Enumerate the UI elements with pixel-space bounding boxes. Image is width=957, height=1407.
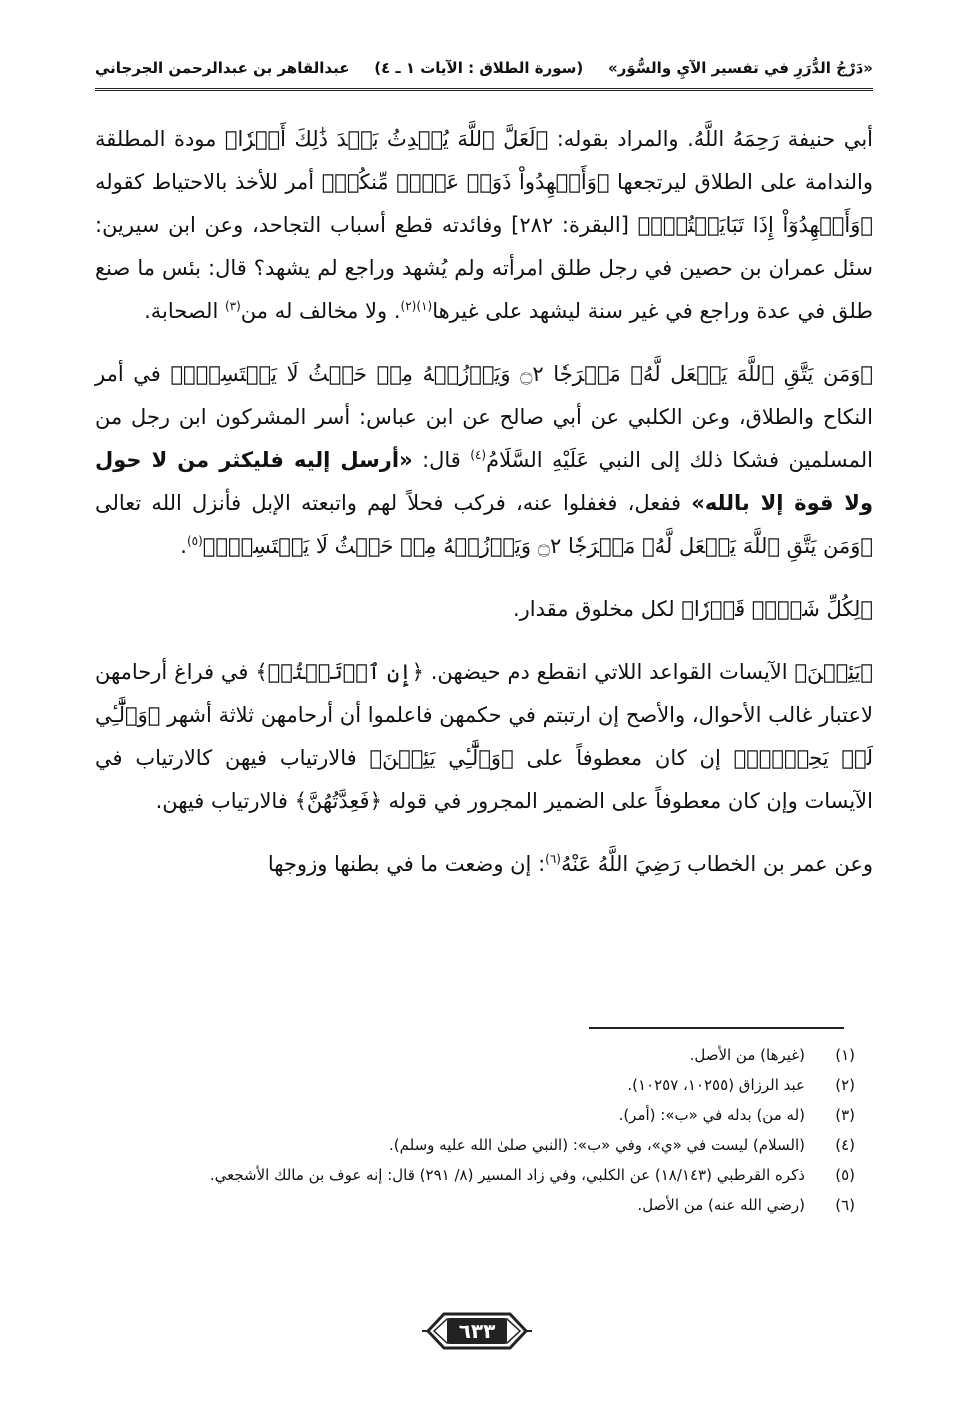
main-text [95,118,873,906]
footnote-ref[interactable]: (٤) [470,448,487,462]
footnote-item [95,1100,855,1130]
text-run: فالارتياب فيهن كالارتياب في الآيسات وإن كان معطوفاً على الضمير المجرور في قوله [95,746,873,813]
footnote-text: عبد الرزاق (١٠٢٥٥، ١٠٢٥٧). [627,1076,805,1094]
footnote-item [95,1130,855,1160]
footnote-text: ذكره القرطبي (١٨/١٤٣) عن الكلبي، وفي زاد المسير (٨/ ٢٩١) قال: إنه عوف بن مالك الأشجعي. [209,1166,805,1184]
quran-verse: ﴿وَمَن يَتَّقِ ٱللَّهَ يَجۡعَل لَّهُۥ مَخۡرَجٗا ۝٢ وَيَرۡزُقۡهُ مِنۡ حَيۡثُ لَا يَحۡتَسِبُۚ﴾ [202,534,873,558]
footnote-text: (رضي الله عنه) من الأصل. [637,1196,805,1214]
text-run: : إن وضعت ما في بطنها وزوجها [267,852,546,876]
footnote-number: (٢) [835,1076,855,1094]
footnote-text: (غيرها) من الأصل. [689,1046,805,1064]
page-number: ٦٣٣ [447,1318,508,1344]
footnotes [95,1040,855,1220]
text-run: الصحابة. [144,299,225,323]
paragraph-3 [95,588,873,631]
text-run: مودة المطلقة والندامة على الطلاق ليرتجعها [95,127,873,194]
hadith-quote: «أرسل إليه فليكثر من لا حول ولا قوة إلا بالله» [95,448,873,515]
quran-verse: ﴿فَعِدَّتُهُنَّ﴾ [294,789,382,813]
text-run: . [180,534,187,558]
text-run: . ولا مخالف له من [240,299,401,323]
quran-verse: ﴿لِكُلِّ شَيۡءٖ قَدۡرٗا﴾ [681,597,873,621]
footnote-text: (السلام) ليست في «ي»، وفي «ب»: (النبي صلىٰ الله عليه وسلم). [389,1136,805,1154]
text-run: في أمر النكاح والطلاق، وعن الكلبي عن أبي صالح عن ابن عباس: أسر المشركون ابن رجل من المسلمين فشكا ذلك إلى النبي عَلَيْهِ السَّلَامُ [95,362,874,472]
paragraph-5 [95,843,873,886]
quran-verse: ﴿وَأَشۡهِدُوٓاْ إِذَا تَبَايَعۡتُمۡۚ﴾ [637,213,873,237]
footnote-ref[interactable]: (٥) [186,534,203,548]
text-run: قال: [412,448,471,472]
footnote-number: (٤) [835,1136,855,1154]
quran-verse: ﴿وَٱلَّٰٓـِٔي يَئِسۡنَ﴾ [369,746,514,770]
quran-verse: ﴿إِنِ ٱرۡتَبۡتُمۡ﴾ [255,660,424,684]
page-number-ornament [422,1308,532,1354]
text-run: في فراغ أرحامهن لاعتبار غالب الأحوال، والأصح إن ارتبتم في حكمهن فاعلموا أن أرحامهن ثلاثة أشهر [95,660,873,727]
footnote-text: (له من) بدله في «ب»: (أمر). [618,1106,805,1124]
paragraph-1 [95,118,873,333]
text-run: لكل مخلوق مقدار. [512,597,682,621]
quran-verse: ﴿وَأَشۡهِدُواْ ذَوَيۡ عَدۡلٖ مِّنكُمۡ﴾ [321,170,610,194]
text-run: فالارتياب فيهن. [155,789,295,813]
quran-verse: ﴿لَعَلَّ ٱللَّهَ يُحۡدِثُ بَعۡدَ ذَٰلِكَ أَمۡرٗا﴾ [224,127,549,151]
text-run: وعن عمر بن الخطاب رَضِيَ اللَّهُ عَنْهُ [560,852,873,876]
text-run: إن كان معطوفاً على [513,746,734,770]
footnote-item [95,1190,855,1220]
running-header [95,48,873,91]
text-run: أمر للأخذ بالاحتياط كقوله [95,170,322,194]
footnote-ref[interactable]: (١)(٢) [400,299,433,313]
quran-verse: ﴿يَئِسۡنَ﴾ [794,660,874,684]
text-run: الآيسات القواعد اللاتي انقطع دم حيضهن. [423,660,795,684]
text-run: [البقرة: ٢٨٢] وفائدته قطع أسباب التجاحد، وعن ابن سيرين: سئل عمران بن حصين في رجل طلق امرأته ولم يُشهد وراجع لم يشهد؟ قال: بئس ما صنع طلق في عدة وراجع في غير سنة ليشهد على غيرها [95,213,873,323]
paragraph-4 [95,651,873,823]
footnote-number: (٣) [835,1106,855,1124]
header-book-title: «دَرْجُ الدُّرَرِ في تفسير الآيِ والسُّوَر» [608,59,873,77]
header-author: عبدالقاهر بن عبدالرحمن الجرجاني [95,59,350,77]
footnote-number: (١) [835,1046,855,1064]
quran-verse: ﴿وَمَن يَتَّقِ ٱللَّهَ يَجۡعَل لَّهُۥ مَخۡرَجٗا ۝٢ وَيَرۡزُقۡهُ مِنۡ حَيۡثُ لَا يَحۡتَسِبُۚ﴾ [170,362,874,386]
paragraph-2 [95,353,873,568]
footnote-ref[interactable]: (٦) [545,852,561,866]
footnote-divider [589,1027,844,1029]
text-run: أبي حنيفة رَحِمَهُ اللَّهُ. والمراد بقوله: [548,127,873,151]
footnote-number: (٦) [835,1196,855,1214]
footnote-item [95,1160,855,1190]
quran-verse: ﴿وَٱلَّٰٓـِٔي لَمۡ يَحِضۡنَۚ﴾ [95,703,873,770]
footnote-ref[interactable]: (٣) [224,299,241,313]
footnote-item [95,1040,855,1070]
footnote-number: (٥) [835,1166,855,1184]
text-run: ففعل، فغفلوا عنه، فركب فحلاً لهم واتبعته الإبل فأنزل الله تعالى [95,491,692,515]
footnote-item [95,1070,855,1100]
header-surah-range: (سورة الطلاق : الآيات ١ ـ ٤) [374,59,584,77]
